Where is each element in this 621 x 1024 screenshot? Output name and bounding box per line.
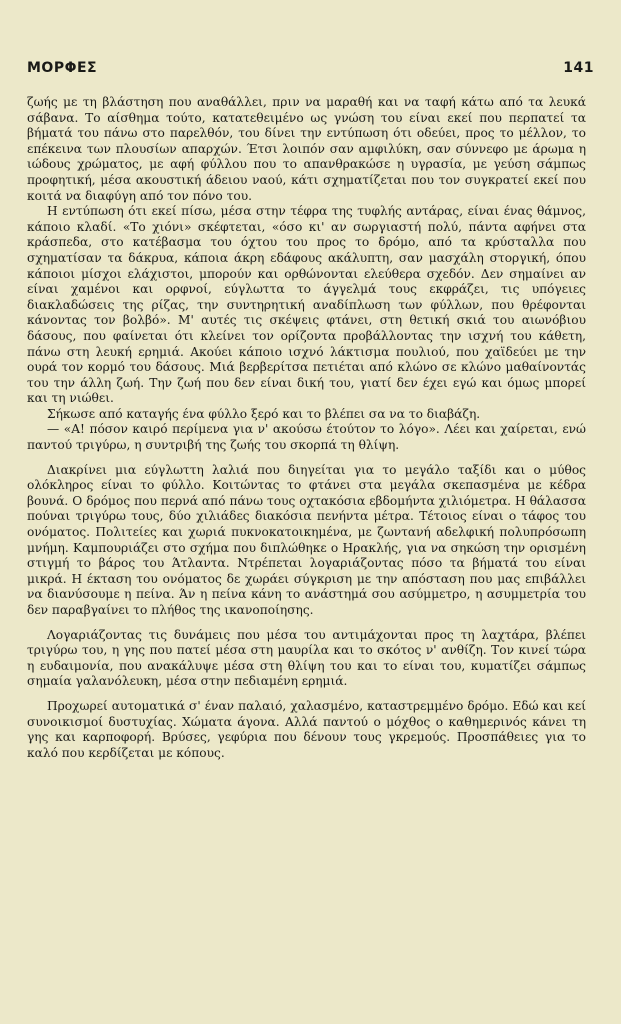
paragraph: Προχωρεί αυτοματικά σ' έναν παλαιό, χαλασμένο, καταστρεμμένο δρόμο. Εδώ και κεί συνοικισμοί δυστυχίας. Χώματα άγονα. Αλλά παντού ο μόχθος ο καθημερινός κάνει τη γης και καρποφορή. Βρύσες, γεφύρια που δένουν τους γκρεμούς. Προσπάθειες για το καλό που κερδίζεται με κόπους.: [27, 698, 586, 760]
paragraph: Διακρίνει μια εύγλωττη λαλιά που διηγείται για το μεγάλο ταξίδι και ο μύθος ολόκληρος είναι το φύλλο. Κοιτώντας το φτάνει στα μεγάλα σκεπασμένα με κέδρα βουνά. Ο δρόμος που περνά από πάνω τους οχτακόσια εβδομήντα χιλιόμετρα. Η θάλασσα πούναι τριγύρω τους, δύο χιλιάδες διακόσια πενήντα μέτρα. Τέτοιος είναι ο τάφος του ονόματος. Πολιτείες και χωριά πυκνοκατοικημένα, με ζωντανή αδελφική πολυπρόσωπη μνήμη. Καμπουριάζει στο σχήμα που διπλώθηκε ο Ηρακλής, για να σηκώση την ορισμένη στιγμή το βάρος του Άτλαντα. Ντρέπεται λογαριάζοντας πόσο τα βήματά του είναι μικρά. Η έκταση του ονόματος δε χωράει σύγκριση με την απόσταση που μας επιβάλλει να διανύσουμε η πείνα. Άν η πείνα κάνη το ανάστημά σου ασύμμετρο, η ασυμμετρία του δεν παραβγαίνει το πλήθος της ικανοποίησης.: [27, 462, 586, 617]
page-number: 141: [563, 60, 594, 76]
paragraph: Η εντύπωση ότι εκεί πίσω, μέσα στην τέφρα της τυφλής αντάρας, είναι ένας θάμνος, κάποιο κλαδί. «Το χιόνι» σκέφτεται, «όσο κι' αν σωργιαστή πολύ, πάντα αφήνει στα κράσπεδα, στο κατέβασμα του όχτου του προς το δρόμο, από τα κρύσταλλα που σχηματίσαν τα δάκρυα, κάποια άκρη εδάφους ακάλυπτη, σαν μασχάλη στοργική, όπου κάποιοι μίσχοι ελάχιστοι, μπορούν και ορθώνονται ελεύθερα σχεδόν. Δεν σημαίνει αν είναι χαμένοι και ορφνοί, εύγλωττα το άγγελμά τους εκφράζει, τις υπόγειες διακλαδώσεις της ρίζας, την συντηρητική αναδίπλωση των φύλλων, που θρέφονται κάνοντας τον βολβό». Μ' αυτές τις σκέψεις φτάνει, στη θετική σκιά του αιωνόβιου δάσους, που φαίνεται ότι κλείνει τον ορίζοντα προβάλλοντας την ισχνή του κάθετη, πάνω στη λευκή ερημιά. Ακούει κάποιο ισχνό λάκτισμα πουλιού, που χαϊδεύει με την ουρά τον κορμό του δάσους. Μιά βερβερίτσα πετιέται από κλώνο σε κλώνο μαθαίνοντάς του την άλλη ζωή. Την ζωή που δεν είναι δική του, γιατί δεν έχει εγώ και όμως μπορεί και τη νιώθει.: [27, 204, 586, 406]
running-head: [27, 60, 594, 80]
body-text: [27, 95, 586, 761]
paragraph: ζωής με τη βλάστηση που αναθάλλει, πριν να μαραθή και να ταφή κάτω από τα λευκά σάβανα. Το αίσθημα τούτο, κατατεθειμένο ως γνώση του είναι εκεί που περπατεί τα βήματά του πάνω στο παρελθόν, του δίνει την εντύπωση ότι οδεύει, προς το μέλλον, το επέκεινα των πλουσίων απαρχών. Έτσι λοιπόν σαν αμφιλύκη, σαν σύννεφο με άρωμα η ιώδους χρώματος, με αφή φύλλου που το απανθρακώσε η υγρασία, με γεύση σάμπως προφητική, μέσα ακουστική άδειου ναού, κάτι σχηματίζεται που τον συγκρατεί εκεί που κοιτά να διαφύγη από τον πόνο του.: [27, 95, 586, 203]
paragraph: — «Α! πόσον καιρό περίμενα για ν' ακούσω έτούτον το λόγο». Λέει και χαίρεται, ενώ παντού τριγύρω, η συντριβή της ζωής του σκορπά τη θλίψη.: [27, 422, 586, 453]
journal-title: ΜΟΡΦΕΣ: [27, 60, 98, 76]
paragraph: Λογαριάζοντας τις δυνάμεις που μέσα του αντιμάχονται προς τη λαχτάρα, βλέπει τριγύρω του, η γης που πατεί μέσα στη μαυρίλα και το σκότος ν' ανθίζη. Τον κινεί τώρα η ευδαιμονία, που ανακάλυψε μέσα στη θλίψη του και το είναι του, κυματίζει σάμπως σημαία γαλανόλευκη, μέσα στην πεδιαμένη ερημιά.: [27, 627, 586, 689]
paragraph: Σήκωσε από καταγής ένα φύλλο ξερό και το βλέπει σα να το διαβάζη.: [47, 406, 481, 421]
